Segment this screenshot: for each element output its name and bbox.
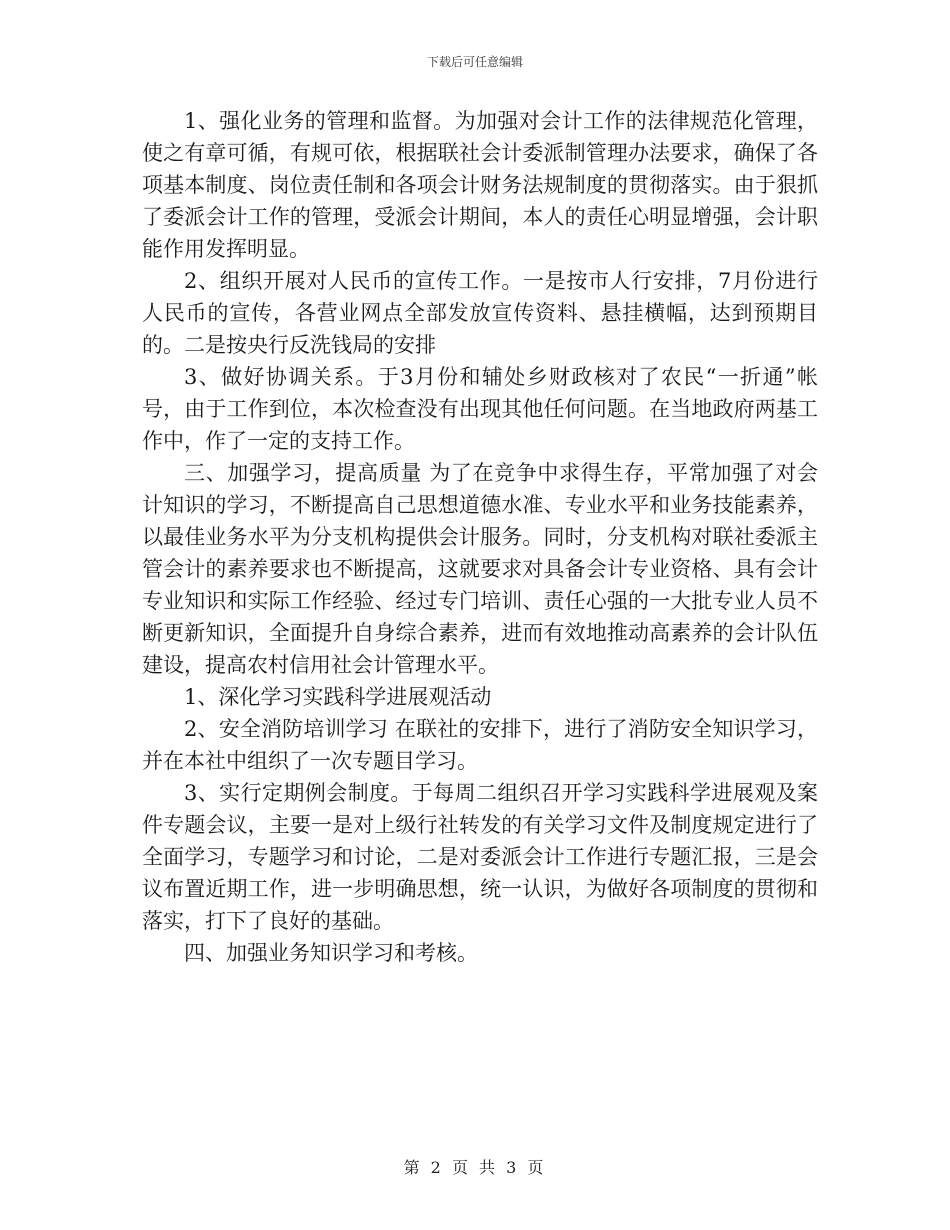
paragraph-1: 1、强化业务的管理和监督。为加强对会计工作的法律规范化管理，使之有章可循，有规可依，根据联社会计委派制管理办法要求，确保了各项基本制度、岗位责任制和各项会计财务法规制度的贯彻落实。由于狠抓了委派会计工作的管理，受派会计期间，本人的责任心明显增强，会计职能作用发挥明显。	[142, 109, 818, 261]
paragraph-3: 3、做好协调关系。于3月份和辅处乡财政核对了农民“一折通”帐号，由于工作到位，本次检查没有出现其他任何问题。在当地政府两基工作中，作了一定的支持工作。	[142, 365, 818, 453]
page-number: 第 2 页 共 3 页	[403, 1158, 547, 1177]
header-note: 下载后可任意编辑	[426, 55, 523, 69]
paragraph-8: 四、加强业务知识学习和考核。	[184, 941, 478, 965]
paragraph-7: 3、实行定期例会制度。于每周二组织召开学习实践科学进展观及案件专题会议，主要一是对上级行社转发的有关学习文件及制度规定进行了全面学习，专题学习和讨论，二是对委派会计工作进行专题汇报，三是会议布置近期工作，进一步明确思想，统一认识，为做好各项制度的贯彻和落实，打下了良好的基础。	[142, 781, 818, 933]
paragraph-5: 1、深化学习实践科学进展观活动	[184, 685, 492, 709]
document-body	[142, 105, 818, 969]
paragraph-4: 三、加强学习，提高质量 为了在竞争中求得生存，平常加强了对会计知识的学习，不断提高自己思想道德水准、专业水平和业务技能素养，以最佳业务水平为分支机构提供会计服务。同时，分支机构对联社委派主管会计的素养要求也不断提高，这就要求对具备会计专业资格、具有会计专业知识和实际工作经验、经过专门培训、责任心强的一大批专业人员不断更新知识，全面提升自身综合素养，进而有效地推动高素养的会计队伍建设，提高农村信用社会计管理水平。	[142, 461, 818, 677]
paragraph-2: 2、组织开展对人民币的宣传工作。一是按市人行安排，7月份进行人民币的宣传，各营业网点全部发放宣传资料、悬挂横幅，达到预期目的。二是按央行反洗钱局的安排	[142, 269, 818, 357]
paragraph-6: 2、安全消防培训学习 在联社的安排下，进行了消防安全知识学习，并在本社中组织了一次专题目学习。	[142, 717, 818, 773]
